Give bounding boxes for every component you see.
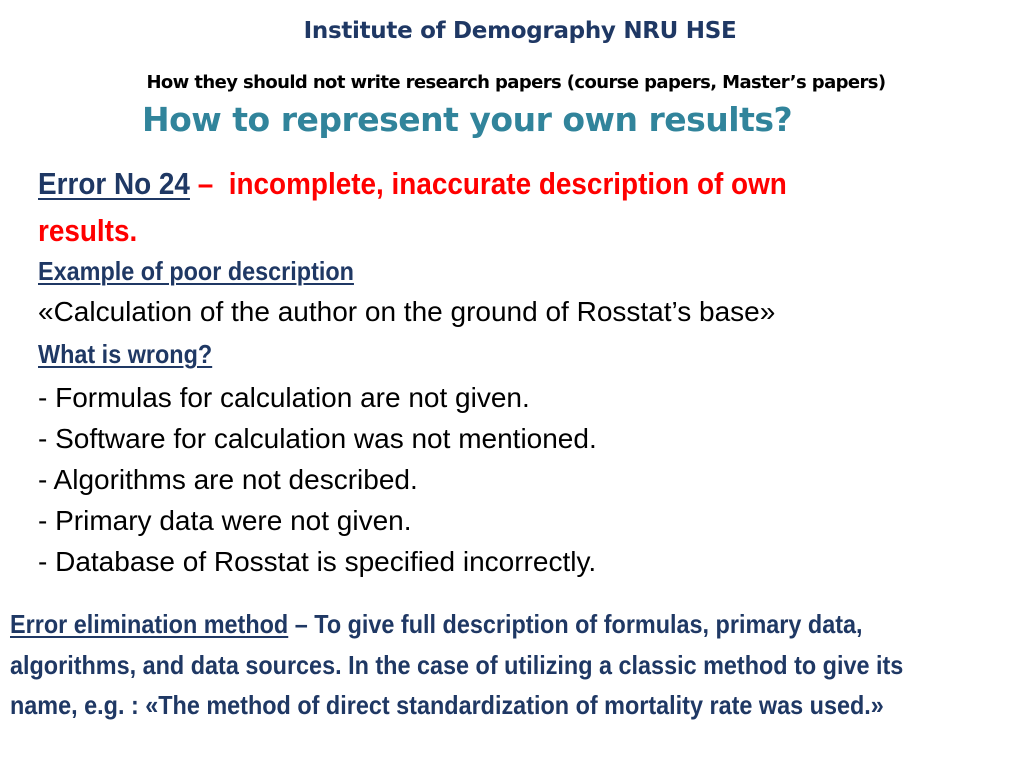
elimination-text: – To give full description of formulas, primary data, algorithms, and data sources. In the case of utilizing a classic method to give its name, e.g. : «The method of direct standardization of mortality rate was used.» xyxy=(10,609,904,720)
error-elimination xyxy=(10,604,969,726)
example-text: «Calculation of the author on the ground of Rosstat’s base» xyxy=(38,296,776,327)
list-item: - Database of Rosstat is specified incorrectly. xyxy=(38,546,597,577)
list-item: - Formulas for calculation are not given. xyxy=(38,382,530,413)
elimination-label: Error elimination method xyxy=(10,609,289,639)
list-item: - Software for calculation was not mentioned. xyxy=(38,423,597,454)
wrong-list xyxy=(38,377,597,582)
error-title: incomplete, inaccurate description of own results. xyxy=(38,166,787,248)
slide-title: How to represent your own results? xyxy=(142,100,793,139)
slide-subtitle: How they should not write research papers (course papers, Master’s papers) xyxy=(146,72,886,93)
error-heading xyxy=(38,160,884,254)
error-number: Error No 24 xyxy=(38,166,190,201)
list-item: - Algorithms are not described. xyxy=(38,464,418,495)
example-label: Example of poor description xyxy=(38,256,354,286)
wrong-label: What is wrong? xyxy=(38,339,213,369)
list-item: - Primary data were not given. xyxy=(38,505,412,536)
institute-name: Institute of Demography NRU HSE xyxy=(303,18,737,44)
error-dash: – xyxy=(189,166,221,201)
